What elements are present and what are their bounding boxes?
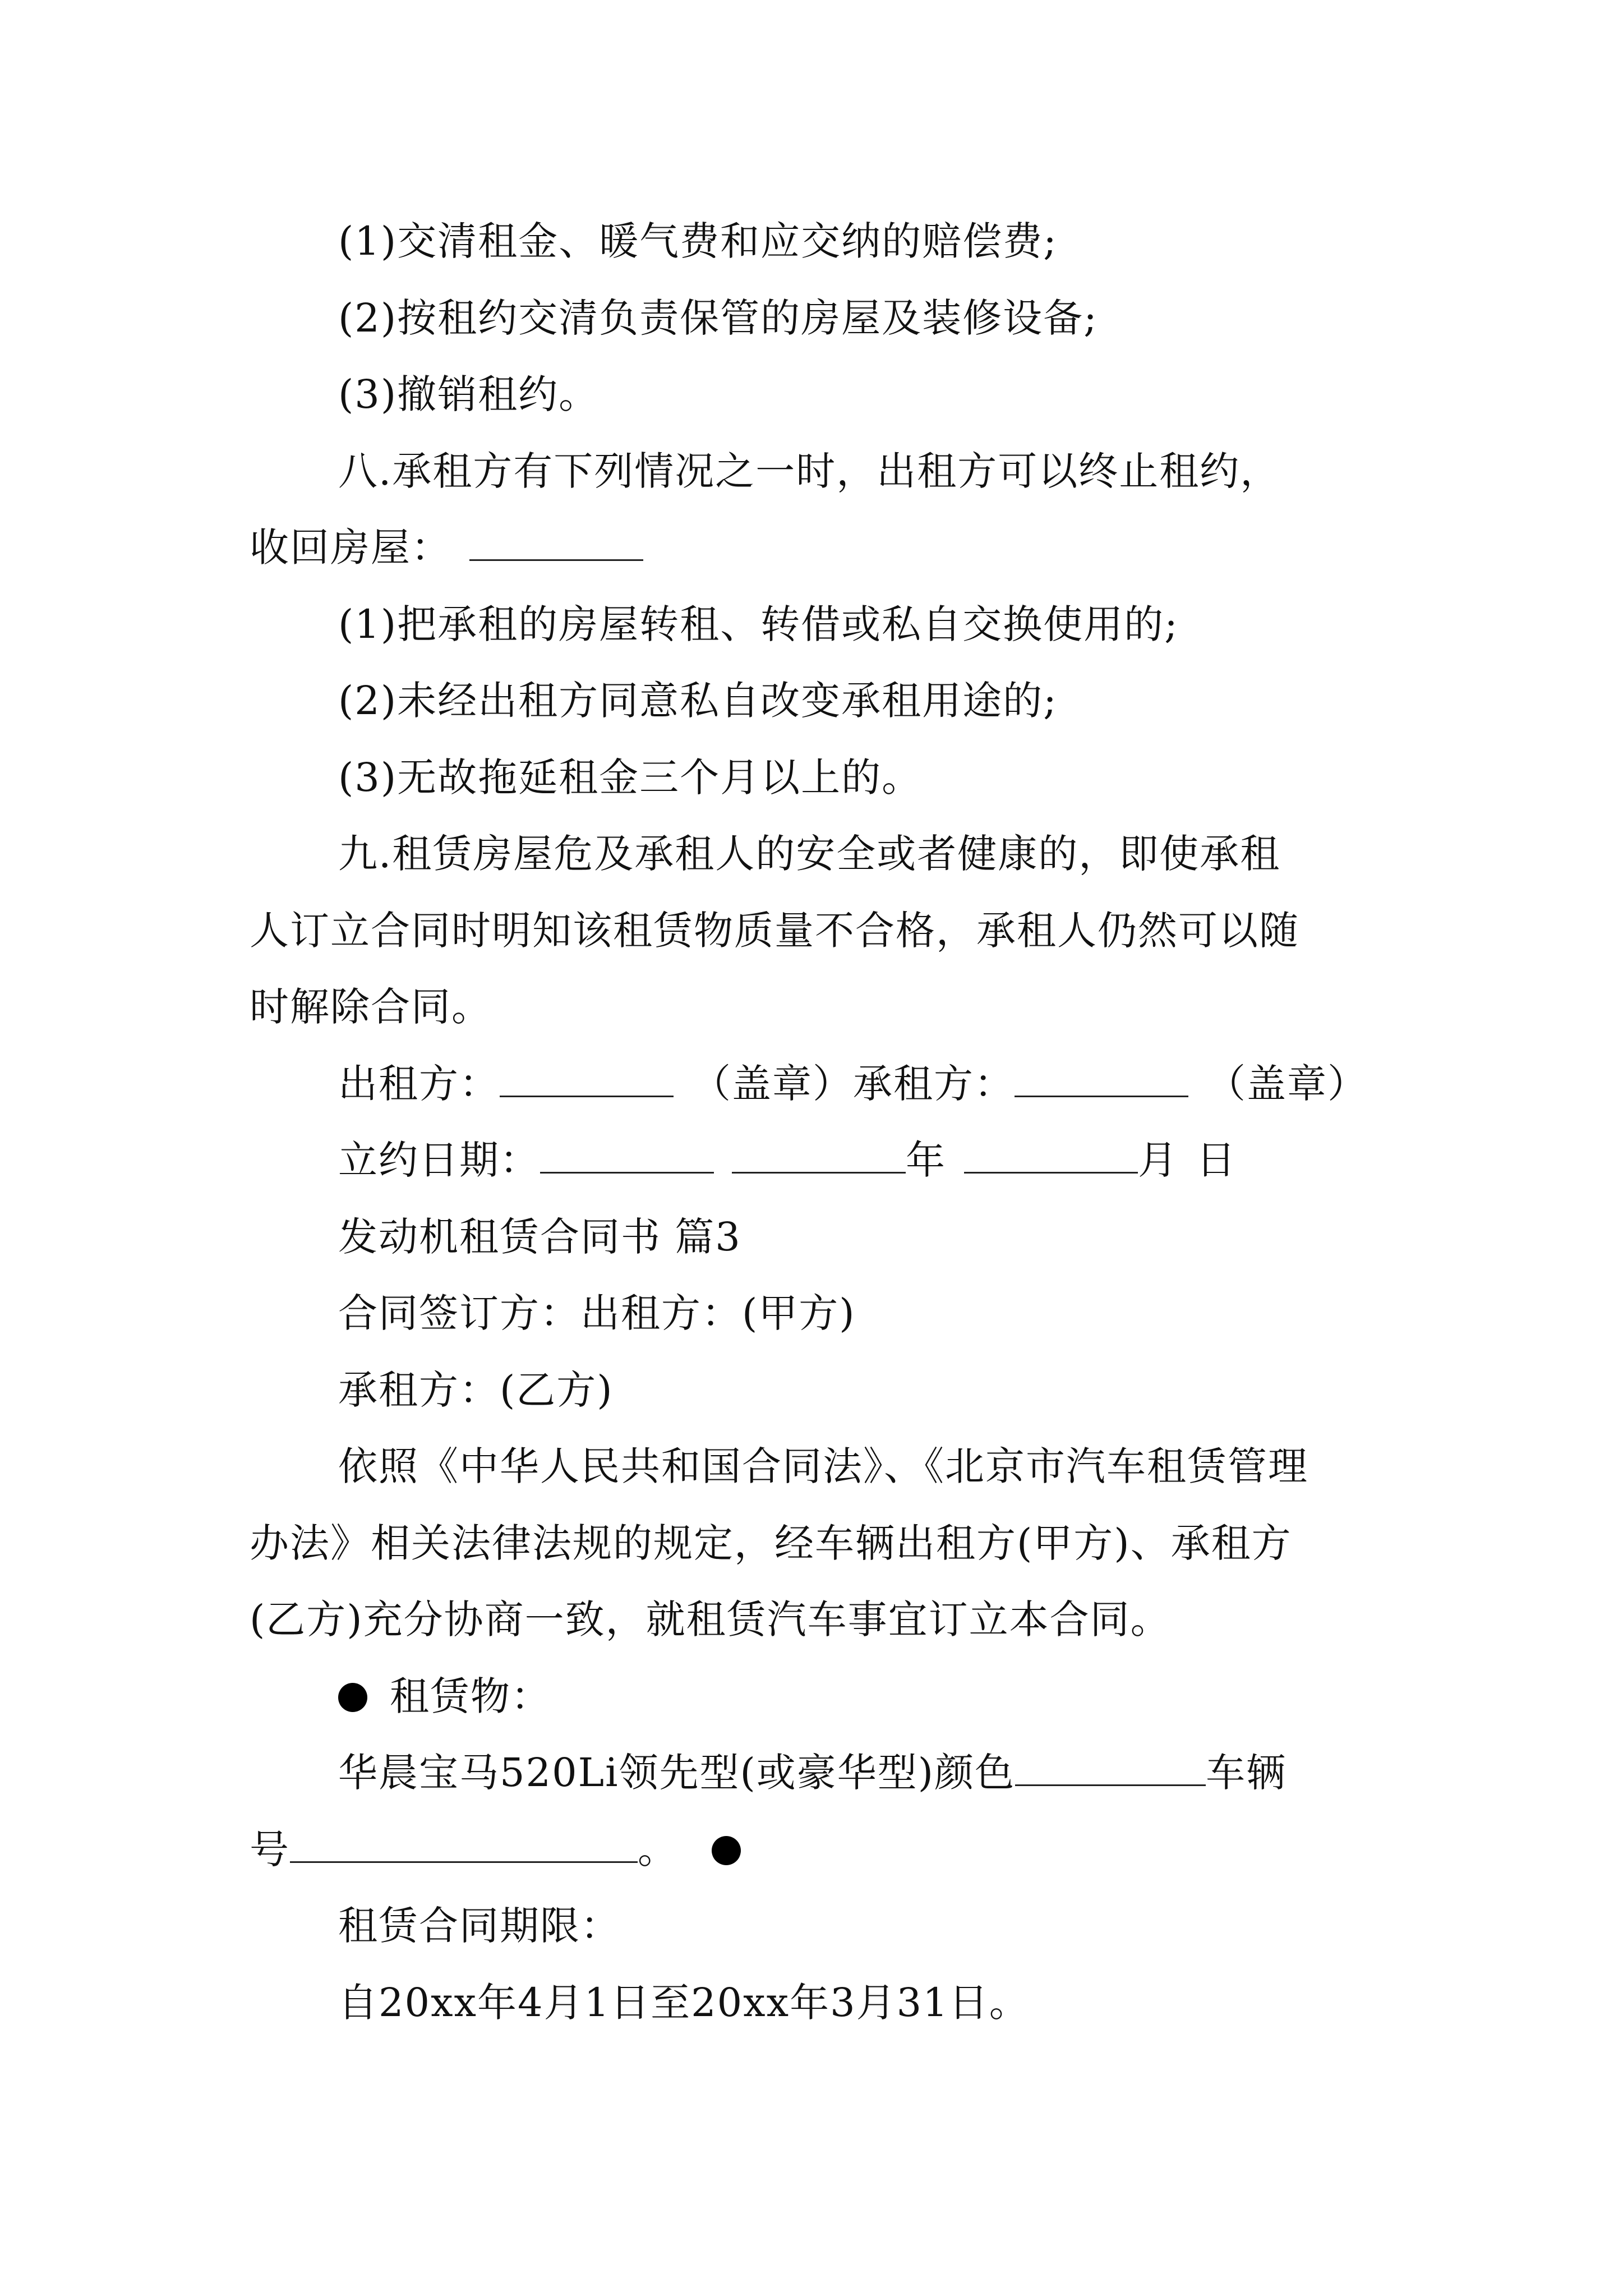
blank-field	[1015, 1061, 1188, 1097]
section-title: 发动机租赁合同书 篇3	[338, 1213, 741, 1260]
blank-field	[290, 1826, 638, 1863]
paragraph: (3)撤销租约。	[338, 371, 600, 417]
paragraph: (2)未经出租方同意私自改变承租用途的;	[338, 678, 1058, 724]
paragraph: (2)按租约交清负责保管的房屋及装修设备;	[338, 295, 1098, 341]
blank-field	[732, 1137, 906, 1174]
paragraph: 承租方：(乙方)	[338, 1366, 614, 1413]
document-body	[250, 203, 1394, 2041]
paragraph: 自20xx年4月1日至20xx年3月31日。	[338, 1979, 1030, 2026]
paragraph: (1)交清租金、暖气费和应交纳的赔偿费;	[338, 218, 1058, 264]
paragraph: 九.租赁房屋危及承租人的安全或者健康的，即使承租	[338, 831, 1281, 877]
paragraph: 收回房屋：	[250, 509, 1394, 586]
bullet-icon	[712, 1836, 741, 1865]
paragraph: 办法》相关法律法规的规定，经车辆出租方(甲方)、承租方	[250, 1520, 1292, 1566]
blank-field	[500, 1061, 674, 1097]
signature-line: 出租方： （盖章）承租方： （盖章）	[338, 1060, 1368, 1107]
blank-field	[540, 1137, 714, 1174]
paragraph: 人订立合同时明知该租赁物质量不合格，承租人仍然可以随	[250, 907, 1299, 954]
blank-field	[1015, 1750, 1206, 1786]
paragraph: (3)无故拖延租金三个月以上的。	[338, 754, 923, 800]
blank-field	[964, 1137, 1138, 1174]
paragraph: 八.承租方有下列情况之一时，出租方可以终止租约，	[338, 448, 1281, 494]
paragraph: 华晨宝马520Li领先型(或豪华型)颜色 车辆	[338, 1750, 1287, 1796]
date-line: 立约日期： 年 月 日	[338, 1137, 1237, 1183]
paragraph: 合同签订方：出租方：(甲方)	[338, 1290, 856, 1336]
blank-field	[469, 524, 643, 561]
paragraph: 时解除合同。	[250, 984, 492, 1030]
paragraph: 号 。	[250, 1811, 1394, 1888]
paragraph: 租赁合同期限：	[338, 1903, 621, 1949]
bullet-icon	[338, 1683, 367, 1712]
paragraph: 依照《中华人民共和国合同法》、《北京市汽车租赁管理	[338, 1443, 1308, 1489]
paragraph: (1)把承租的房屋转租、转借或私自交换使用的;	[338, 601, 1179, 647]
paragraph: (乙方)充分协商一致，就租赁汽车事宜订立本合同。	[250, 1596, 1171, 1642]
bullet-item: 租赁物：	[250, 1658, 1394, 1735]
